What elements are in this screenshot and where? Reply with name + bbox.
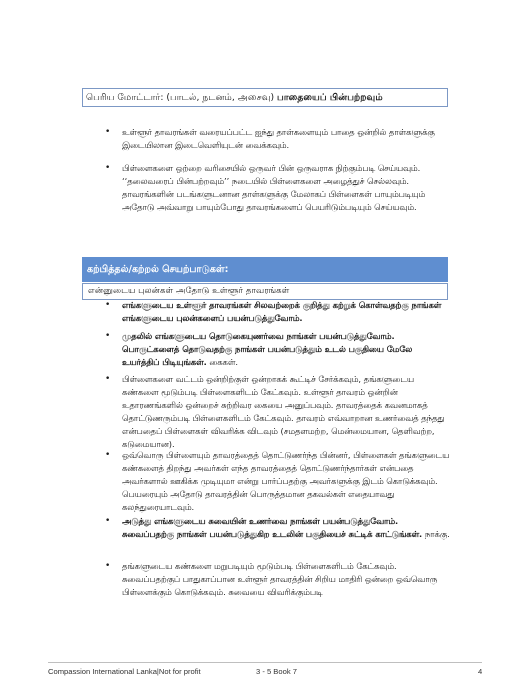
intro-bullet-text: பிள்ளைகளை ஒற்றை வரிசையில் ஒருவர் பின் ஒருவராக நிற்கும்படி செய்யவும். ‘‘தலைவரைப் பின்பற்றவும்’’ நடையில் பிள்ளைகளை அழைத்துச் செல்லவும். தாவரங்களின் படங்களுடனான தாள்களுக்கு மேலாகப் பிள்ளைகள் பாயும்படியும் அதோடு அவ்வாறு பாயும்போது தாவரங்களைப் பெயரிடும்படியும் செய்யவும். <box>122 163 426 212</box>
activity-bullet-2 <box>105 330 452 369</box>
intro-bullet-text: உள்ளூர் தாவரங்கள் வரையப்பட்ட ஐந்து தாள்களையும் பாதை ஒன்றில் தாள்களுக்கு இடையிலான இடைவெளியுடன் வைக்கவும். <box>122 127 435 150</box>
bullet-icon: • <box>105 450 111 460</box>
bullet-icon: • <box>105 374 111 384</box>
activity-bullet-6 <box>105 560 452 599</box>
activity-bullet-3 <box>105 373 452 451</box>
activities-heading: கற்பித்தல்/கற்றல் செயற்பாடுகள்: <box>82 257 448 282</box>
footer-divider <box>48 662 482 663</box>
footer-organization: Compassion International Lanka|Not for profit <box>48 667 201 676</box>
bullet-icon: • <box>105 163 111 173</box>
activity-bullet-bold: எங்களுடைய உள்ளூர் தாவரங்கள் சிலவற்றைக் குறித்து கற்றுக் கொள்வதற்கு நாங்கள் எங்களுடைய புலன்களைப் பயன்படுத்துவோம். <box>122 300 442 323</box>
bullet-icon: • <box>105 516 111 526</box>
activity-bullet-text: நாக்கு. <box>422 529 450 539</box>
footer-page-number: 4 <box>478 667 483 676</box>
activity-bullet-text: கைகள். <box>206 357 238 367</box>
activity-bullet-text: தங்களுடைய கண்களை மறுபடியும் மூடும்படி பிள்ளைகளிடம் கேட்கவும். சுவைப்பதற்குப் பாதுகாப்பான உள்ளூர் தாவரத்தின் சிறிய மாதிரி ஒன்றை ஒவ்வொரு பிள்ளைக்கும் கொடுக்கவும். சுவையை விவரிக்கும்படி <box>122 561 438 597</box>
bullet-icon: • <box>105 561 111 571</box>
footer-book: 3 - 5 Book 7 <box>256 667 297 676</box>
section-title-box <box>82 88 448 107</box>
bullet-icon: • <box>105 127 111 137</box>
activity-bullet-text: பிள்ளைகளை வட்டம் ஒன்றிற்குள் ஒன்றாகக் கூட்டிச் சேர்க்கவும், தங்களுடைய கண்களை மூடும்படி பிள்ளைகளிடம் கேட்கவும். உள்ளூர் தாவரம் ஒன்றின் உதாரணங்களில் ஒன்றைச் சுற்றிவர கையை அனுப்பவும். தாவரத்தைக் கவனமாகத் தொட்டுணரும்படி பிள்ளைகளிடம் கேட்கவும். தாவரம் எவ்வாறான உணர்வைத் தந்தது என்பதைப் பிள்ளைகள் விவரிக்க விடவும் (சமதளமற்ற, மென்மையான, தெளிவற்ற, கடுமையான). <box>122 374 445 449</box>
section-title-prefix: பெரிய மோட்டார்: (பாடல், நடனம், அசைவு) <box>86 92 277 103</box>
activity-bullet-bold: முதலில் எங்களுடைய தொடுகையுணர்வை நாங்கள் பயன்படுத்துவோம். பொருட்களைத் தொடுவதற்கு நாங்கள் பயன்படுத்தும் உடல் பகுதியை மேலே உயர்த்திப் பிடியுங்கள். <box>122 331 413 367</box>
intro-bullet-1 <box>105 126 452 152</box>
activity-bullet-5 <box>105 515 452 541</box>
intro-bullet-2 <box>105 162 452 214</box>
bullet-icon: • <box>105 331 111 341</box>
activity-bullet-4 <box>105 449 452 514</box>
activity-bullet-1 <box>105 299 452 325</box>
section-title: பாதையைப் பின்பற்றவும் <box>277 92 383 103</box>
activity-bullet-bold: அடுத்து எங்களுடைய சுவையின் உணர்வை நாங்கள் பயன்படுத்துவோம். சுவைப்பதற்கு நாங்கள் பயன்படுத்துகிற உடலின் பகுதியைச் சுட்டிக் காட்டுங்கள். <box>122 516 423 539</box>
activity-bullet-text: ஒவ்வொரு பிள்ளையும் தாவரத்தைத் தொட்டுணர்ந்த பின்னர், பிள்ளைகள் தங்களுடைய கண்களைத் திறந்து அவர்கள் எந்த தாவரத்தைத் தொட்டுணர்ந்தார்கள் என்பதை அவர்களால் ஊகிக்க முடியுமா என்று பார்ப்பதற்கு அவர்களுக்கு இடம் கொடுக்கவும். பெயரையும் அதோடு தாவரத்தின் பொருத்தமான தகவல்கள் எதையாவது கலந்துரையாடவும். <box>122 450 450 512</box>
activities-subtitle: என்னுடைய புலன்கள் அதோடு உள்ளூர் தாவரங்கள் <box>82 283 448 300</box>
bullet-icon: • <box>105 300 111 310</box>
